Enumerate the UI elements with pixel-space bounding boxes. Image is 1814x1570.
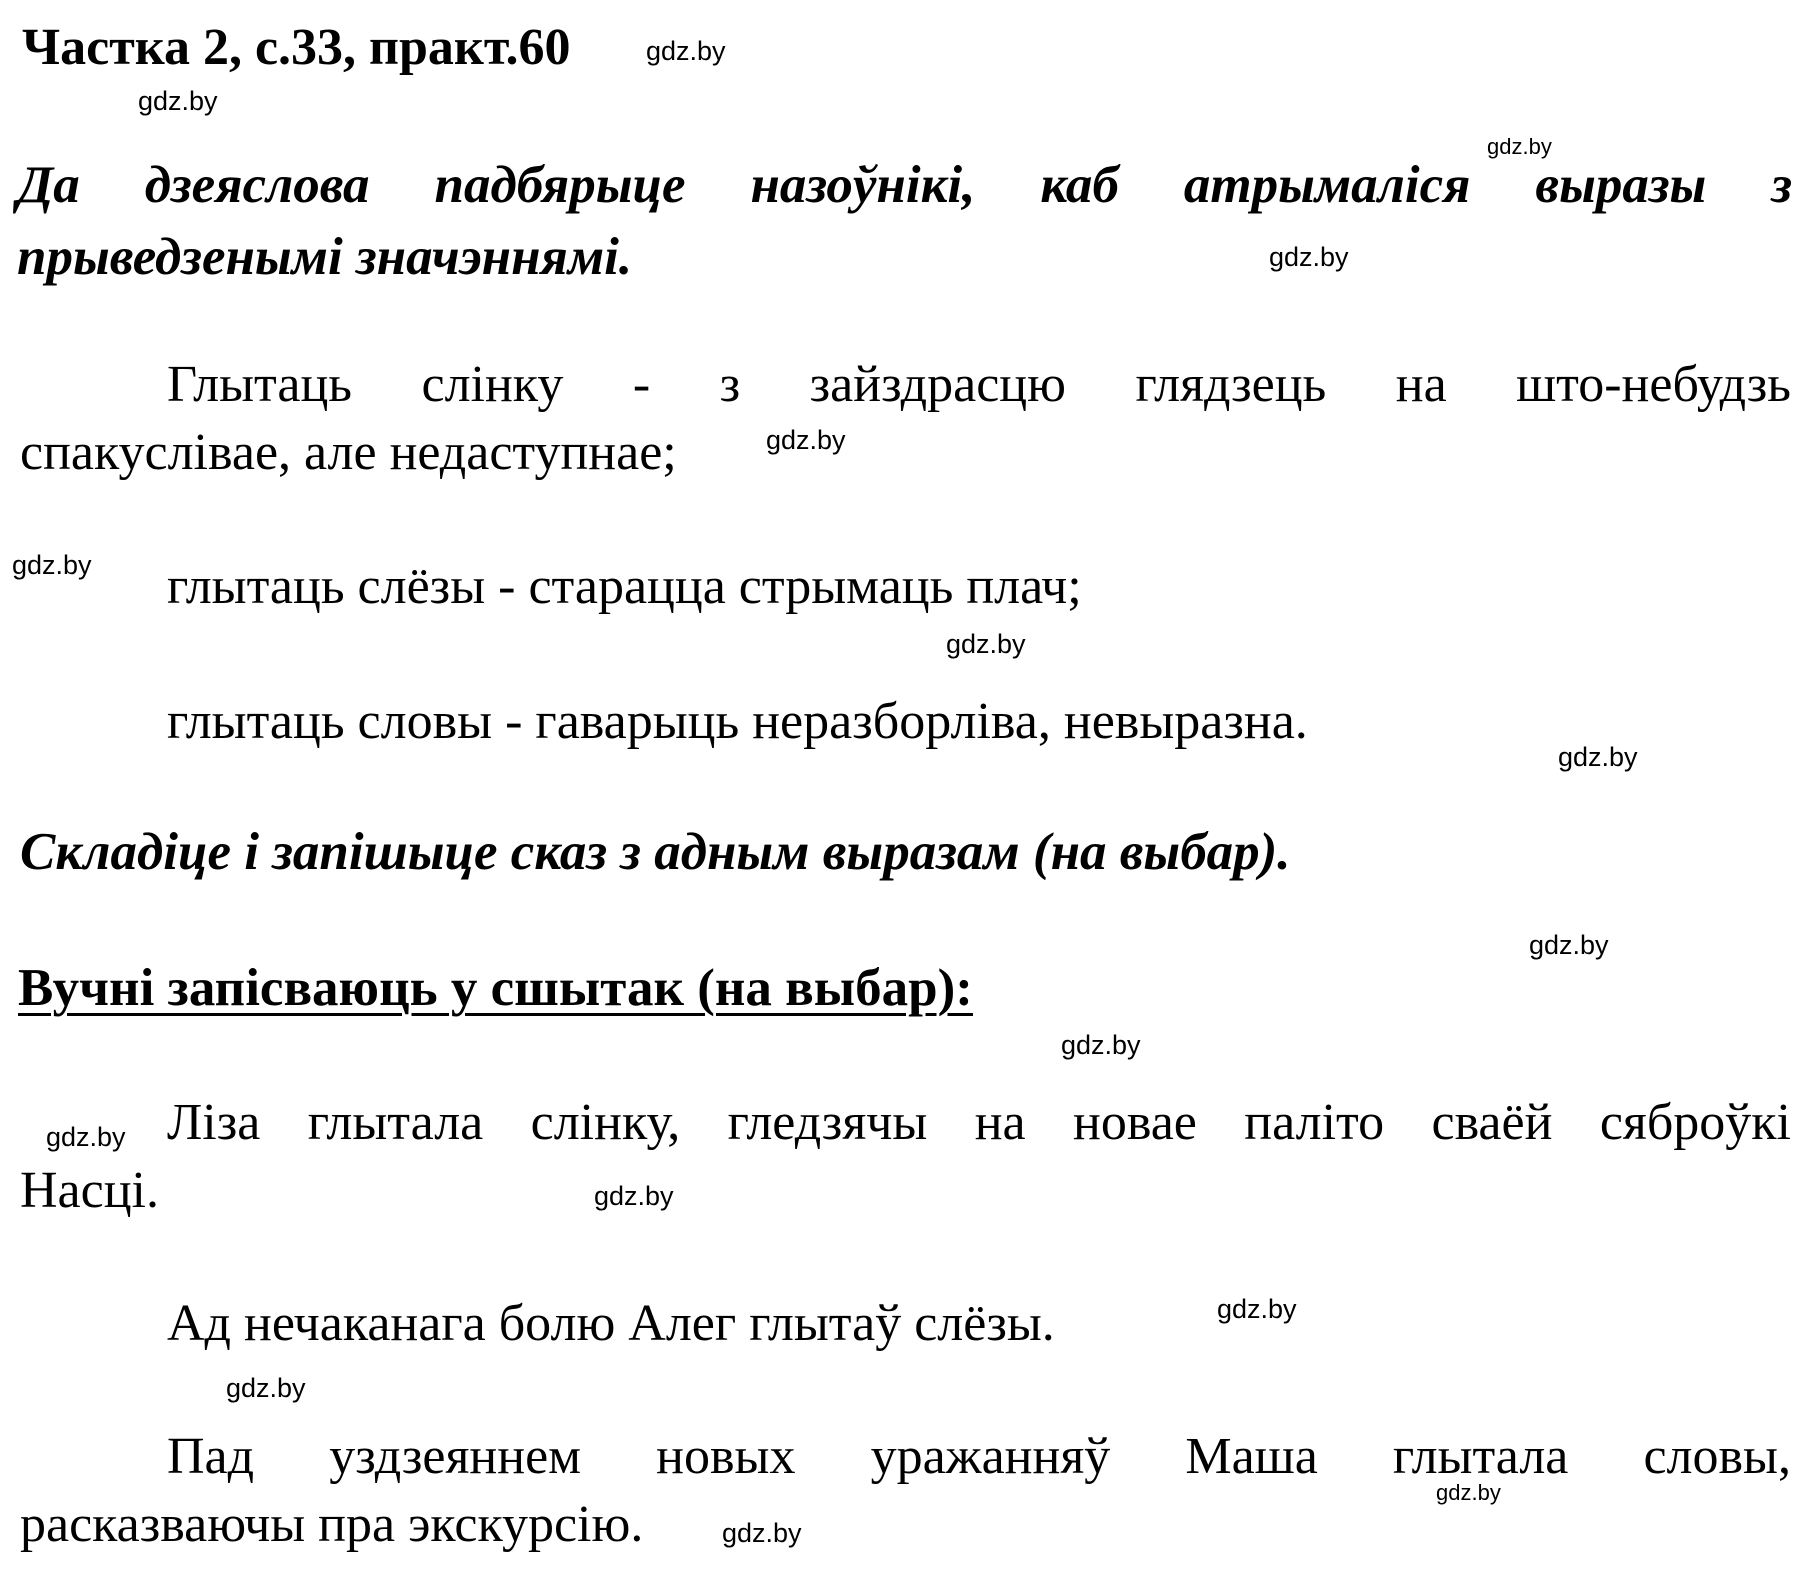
- task-2-instruction: Складіце і запішыце сказ з адным выразам (на выбар).: [20, 823, 1291, 881]
- answer-sentence-2: Ад нечаканага болю Алег глытаў слёзы.: [167, 1295, 1055, 1352]
- expression-1-line-1: Глытаць слінку - з зайздрасцю глядзець на што-небудзь: [167, 356, 1791, 413]
- watermark: gdz.by: [946, 629, 1026, 659]
- task-instruction-line-2: прыведзенымі значэннямі.: [17, 228, 633, 286]
- page-title: Частка 2, с.33, практ.60: [22, 19, 571, 76]
- watermark: gdz.by: [1217, 1294, 1297, 1324]
- watermark: gdz.by: [1436, 1480, 1501, 1505]
- answer-sentence-1-line-2: Насці.: [20, 1162, 159, 1219]
- answer-sentence-3-line-2: расказваючы пра экскурсію.: [20, 1496, 644, 1553]
- watermark: gdz.by: [138, 86, 218, 116]
- watermark: gdz.by: [1558, 742, 1638, 772]
- expression-1-line-2: спакуслівае, але недаступнае;: [20, 424, 677, 481]
- watermark: gdz.by: [594, 1181, 674, 1211]
- watermark: gdz.by: [1529, 930, 1609, 960]
- watermark: gdz.by: [1269, 242, 1349, 272]
- answer-heading: Вучні запісваюць у сшытак (на выбар):: [18, 959, 973, 1017]
- task-instruction-line-1: Да дзеяслова падбярыце назоўнікі, каб атрымаліся выразы з: [17, 156, 1792, 214]
- watermark: gdz.by: [766, 425, 846, 455]
- watermark: gdz.by: [226, 1373, 306, 1403]
- watermark: gdz.by: [722, 1518, 802, 1548]
- expression-3: глытаць словы - гаварыць неразборліва, невыразна.: [167, 693, 1308, 750]
- answer-sentence-1-line-1: Ліза глытала слінку, гледзячы на новае паліто сваёй сяброўкі: [167, 1094, 1791, 1151]
- watermark: gdz.by: [1487, 134, 1552, 159]
- watermark: gdz.by: [12, 550, 92, 580]
- watermark: gdz.by: [646, 36, 726, 66]
- watermark: gdz.by: [46, 1122, 126, 1152]
- expression-2: глытаць слёзы - старацца стрымаць плач;: [167, 558, 1082, 615]
- answer-sentence-3-line-1: Пад уздзеяннем новых уражанняў Маша глытала словы,: [167, 1428, 1791, 1485]
- watermark: gdz.by: [1061, 1030, 1141, 1060]
